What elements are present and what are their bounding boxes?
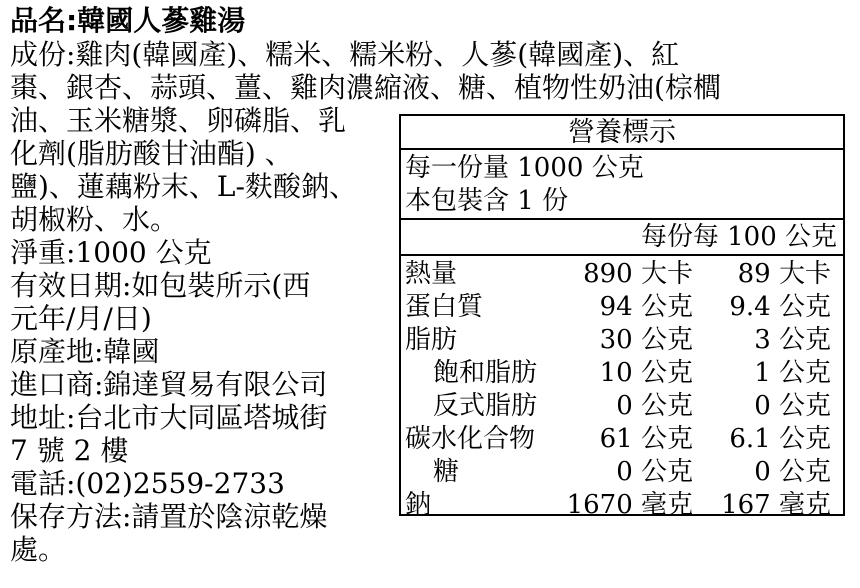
- nutrient-name: 糖: [433, 457, 460, 487]
- nutrient-name: 碳水化合物: [405, 424, 536, 454]
- storage-line: 保存方法:請置於陰涼乾燥: [10, 500, 328, 533]
- column-header-per-serving: 每份: [640, 222, 693, 252]
- nutrient-per-100g: 3 公克: [754, 325, 831, 355]
- nutrition-row: [401, 455, 843, 489]
- nutrient-name: 熱量: [405, 259, 458, 289]
- importer: 進口商:錦達貿易有限公司: [10, 368, 328, 401]
- ingredients-line: 棗、銀杏、蒜頭、薑、雞肉濃縮液、糖、植物性奶油(棕櫚: [10, 71, 721, 104]
- ingredients-line: 油、玉米糖漿、卵磷脂、乳: [10, 104, 347, 137]
- nutrient-per-serving: 94 公克: [599, 292, 693, 322]
- nutrient-name: 反式脂肪: [433, 391, 538, 421]
- nutrient-per-serving: 890 大卡: [583, 259, 693, 289]
- nutrient-per-100g: 0 公克: [754, 391, 831, 421]
- ingredients-line: 鹽)、蓮藕粉末、L-麩酸鈉、: [10, 170, 357, 203]
- nutrition-row: [401, 389, 843, 423]
- nutrient-name: 脂肪: [405, 325, 458, 355]
- nutrient-per-100g: 89 大卡: [737, 259, 831, 289]
- nutrition-row: [401, 356, 843, 390]
- nutrient-per-serving: 30 公克: [599, 325, 693, 355]
- nutrient-per-100g: 0 公克: [754, 457, 831, 487]
- nutrient-per-serving: 10 公克: [599, 358, 693, 388]
- servings-per-package: 本包裝含 1 份: [405, 186, 569, 216]
- nutrition-row: [401, 290, 843, 324]
- nutrient-name: 蛋白質: [405, 292, 484, 322]
- expiry-line: 元年/月/日): [10, 302, 152, 335]
- nutrient-per-serving: 61 公克: [599, 424, 693, 454]
- nutrient-per-serving: 1670 毫克: [566, 490, 693, 520]
- nutrient-per-serving: 0 公克: [616, 391, 693, 421]
- nutrition-row: [401, 257, 843, 291]
- phone: 電話:(02)2559-2733: [10, 467, 285, 500]
- serving-size: 每一份量 1000 公克: [405, 153, 644, 183]
- address-line: 地址:台北市大同區塔城街: [10, 401, 328, 434]
- net-weight: 淨重:1000 公克: [10, 236, 212, 269]
- nutrient-per-100g: 6.1 公克: [729, 424, 831, 454]
- column-header-per-100g: 每 100 公克: [692, 222, 837, 252]
- nutrition-table: [399, 114, 845, 520]
- divider: [401, 254, 843, 256]
- nutrient-name: 鈉: [405, 490, 432, 520]
- nutrient-per-100g: 1 公克: [754, 358, 831, 388]
- address-line: 7 號 2 樓: [10, 434, 129, 467]
- product-name: 品名:韓國人蔘雞湯: [10, 4, 246, 37]
- nutrition-row: [401, 422, 843, 456]
- nutrient-per-100g: 9.4 公克: [729, 292, 831, 322]
- origin: 原產地:韓國: [10, 335, 160, 368]
- ingredients-line: 成份:雞肉(韓國產)、糯米、糯米粉、人蔘(韓國產)、紅: [10, 38, 680, 71]
- ingredients-line: 胡椒粉、水。: [10, 203, 179, 236]
- nutrient-name: 飽和脂肪: [433, 358, 538, 388]
- nutrition-row: [401, 488, 843, 522]
- ingredients-line: 化劑(脂肪酸甘油酯) 、: [10, 137, 293, 170]
- nutrient-per-100g: 167 毫克: [721, 490, 831, 520]
- nutrient-per-serving: 0 公克: [616, 457, 693, 487]
- nutrition-title: 營養標示: [401, 116, 843, 150]
- storage-line: 處。: [10, 533, 67, 566]
- nutrition-row: [401, 323, 843, 357]
- expiry-line: 有效日期:如包裝所示(西: [10, 269, 311, 302]
